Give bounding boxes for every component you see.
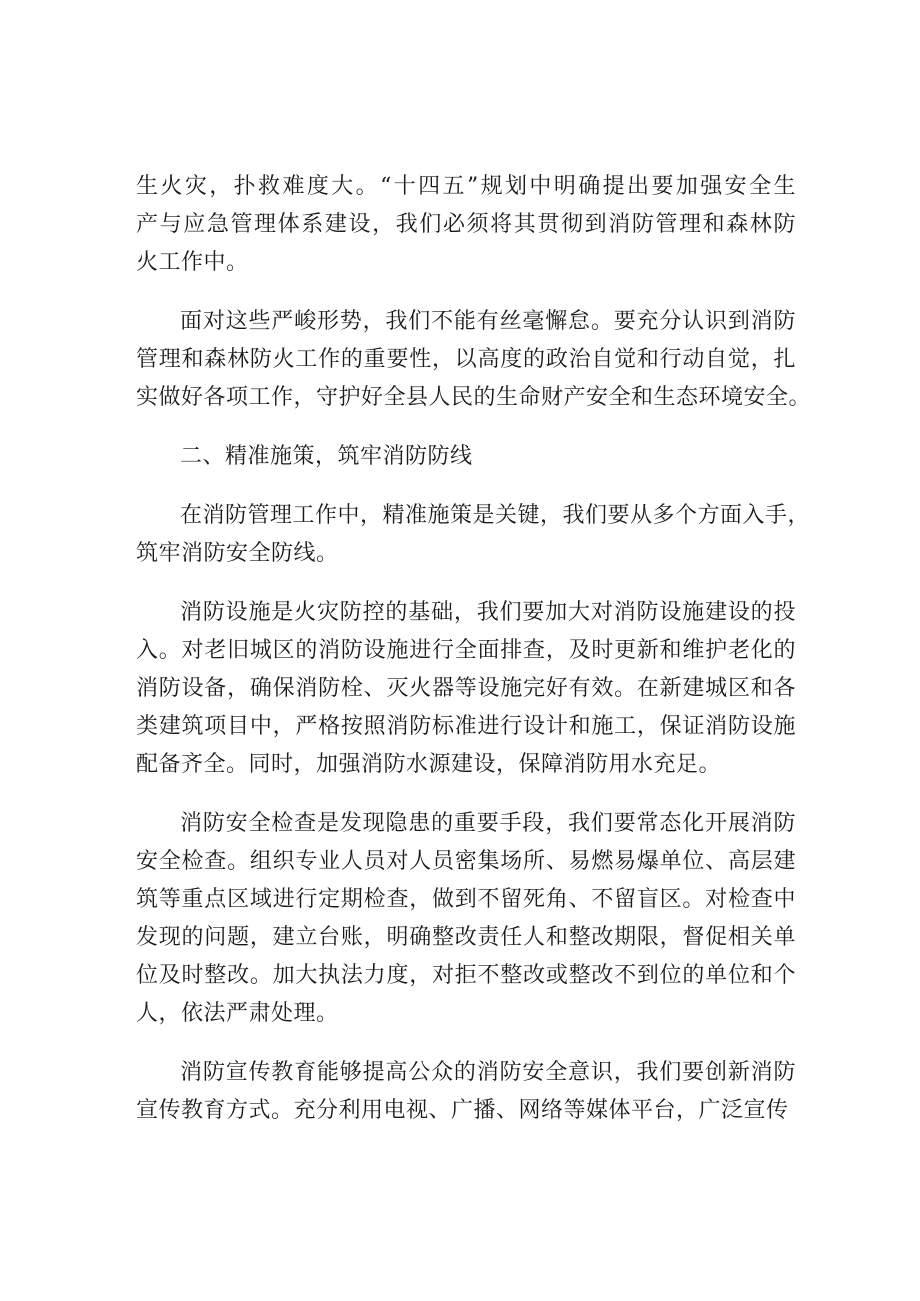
paragraph bbox=[136, 594, 796, 784]
text-line: 安全检查。组织专业人员对人员密集场所、易燃易爆单位、高层建 bbox=[136, 849, 796, 874]
text-line: 火工作中。 bbox=[136, 250, 249, 275]
text-line: 管理和森林防火工作的重要性，以高度的政治自觉和行动自觉，扎 bbox=[136, 347, 796, 372]
text-line: 宣传教育方式。充分利用电视、广播、网络等媒体平台，广泛宣传 bbox=[136, 1098, 789, 1123]
text-line: 类建筑项目中，严格按照消防标准进行设计和施工，保证消防设施 bbox=[136, 714, 796, 739]
text-line: 消防设施是火灾防控的基础，我们要加大对消防设施建设的投 bbox=[180, 600, 796, 625]
text-line: 位及时整改。加大执法力度，对拒不整改或整改不到位的单位和个 bbox=[136, 963, 796, 988]
document-body bbox=[136, 168, 812, 1151]
text-line: 生火灾，扑救难度大。“十四五”规划中明确提出要加强安全生 bbox=[136, 174, 796, 199]
text-line: 实做好各项工作，守护好全县人民的生命财产安全和生态环境安全。 bbox=[136, 385, 812, 410]
text-line: 筑牢消防安全防线。 bbox=[136, 541, 339, 566]
text-line: 产与应急管理体系建设，我们必须将其贯彻到消防管理和森林防 bbox=[136, 212, 796, 237]
text-line: 入。对老旧城区的消防设施进行全面排查，及时更新和维护老化的 bbox=[136, 638, 796, 663]
text-line: 消防宣传教育能够提高公众的消防安全意识，我们要创新消防 bbox=[180, 1060, 796, 1085]
text-line: 筑等重点区域进行定期检查，做到不留死角、不留盲区。对检查中 bbox=[136, 887, 796, 912]
heading-text: 二、精准施策，筑牢消防防线 bbox=[180, 444, 473, 469]
paragraph bbox=[136, 805, 796, 1033]
paragraph bbox=[136, 168, 796, 282]
text-line: 人，依法严肃处理。 bbox=[136, 1001, 339, 1026]
text-line: 发现的问题，建立台账，明确整改责任人和整改期限，督促相关单 bbox=[136, 925, 796, 950]
paragraph bbox=[136, 1054, 796, 1130]
paragraph bbox=[136, 497, 811, 573]
section-heading bbox=[136, 438, 796, 476]
text-line: 消防设备，确保消防栓、灭火器等设施完好有效。在新建城区和各 bbox=[136, 676, 796, 701]
text-line: 消防安全检查是发现隐患的重要手段，我们要常态化开展消防 bbox=[180, 811, 796, 836]
text-line: 在消防管理工作中，精准施策是关键，我们要从多个方面入手， bbox=[180, 503, 811, 528]
paragraph bbox=[136, 303, 812, 417]
text-line: 面对这些严峻形势，我们不能有丝毫懈怠。要充分认识到消防 bbox=[180, 309, 796, 334]
text-line: 配备齐全。同时，加强消防水源建设，保障消防用水充足。 bbox=[136, 752, 722, 777]
